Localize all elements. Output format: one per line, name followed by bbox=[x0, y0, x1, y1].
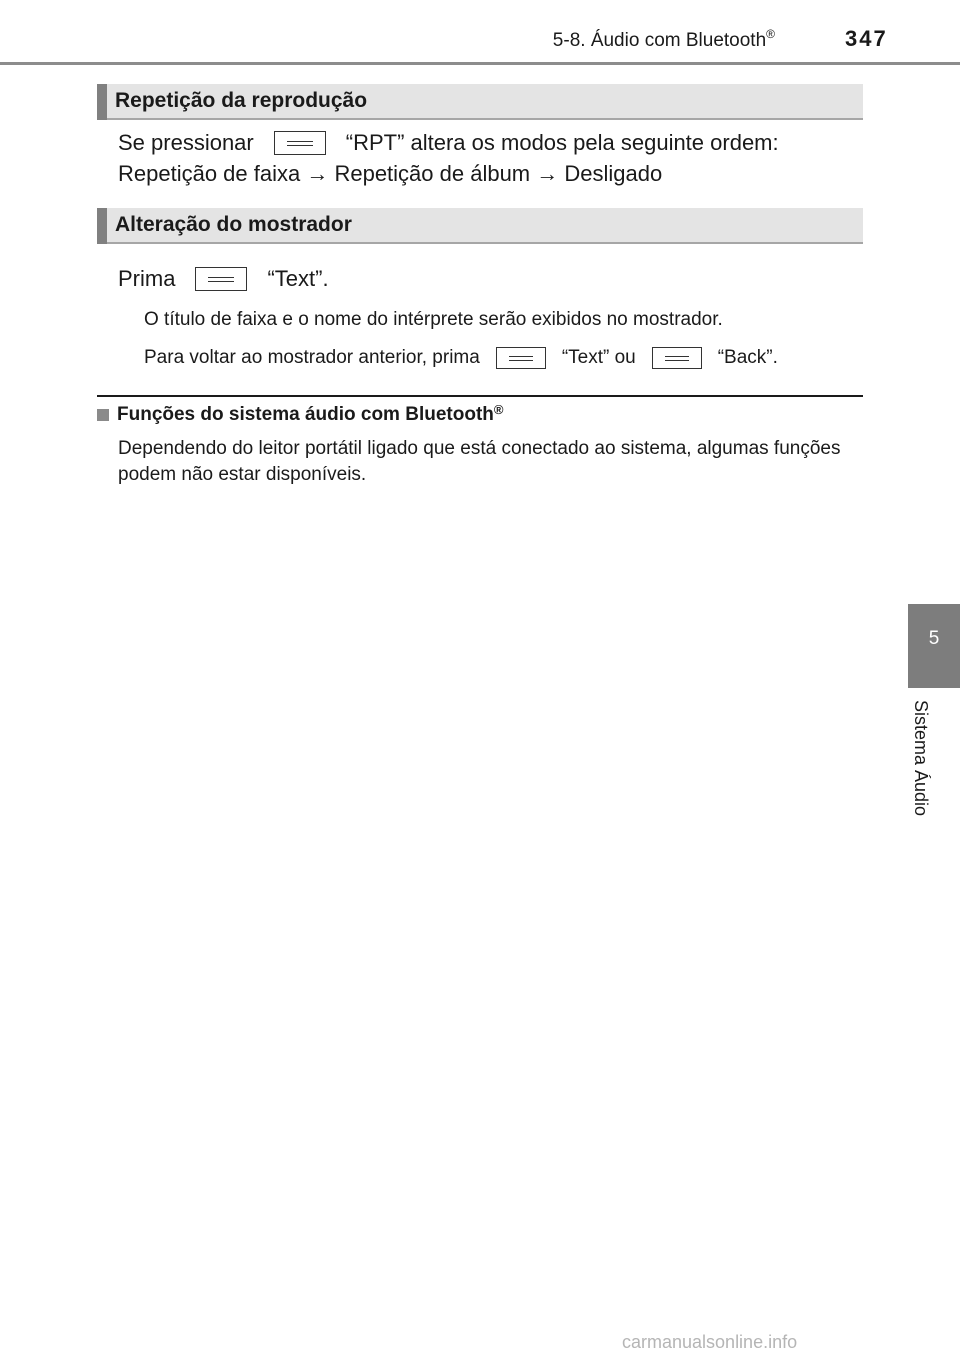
watermark: carmanualsonline.info bbox=[622, 1332, 798, 1352]
note-title: Funções do sistema áudio com Bluetooth ® bbox=[97, 404, 503, 426]
page-number: 347 bbox=[845, 26, 888, 51]
chapter-tab bbox=[908, 604, 960, 688]
softkey-button-icon bbox=[195, 267, 247, 291]
section-divider bbox=[97, 395, 863, 397]
section-title: Repetição da reprodução bbox=[115, 89, 368, 112]
display-instruction: Prima “Text”. bbox=[118, 266, 329, 291]
section-header-display bbox=[97, 208, 863, 244]
repeat-modes-order: Repetição de faixa → Repetição de álbum → Desligado bbox=[118, 161, 663, 186]
chapter-number: 5 bbox=[928, 628, 940, 649]
softkey-button-icon bbox=[496, 347, 546, 369]
section-header-repeat bbox=[97, 84, 863, 120]
header-section-title: 5-8. Áudio com Bluetooth® bbox=[552, 27, 775, 51]
chapter-label-text: Sistema Áudio bbox=[911, 700, 931, 817]
repeat-instruction: Se pressionar “RPT” altera os modos pela seguinte ordem: bbox=[118, 130, 779, 155]
display-note-1: O título de faixa e o nome do intérprete serão exibidos no mostrador. bbox=[144, 309, 723, 330]
header-rule bbox=[0, 62, 960, 65]
note-text: Dependendo do leitor portátil ligado que está conectado ao sistema, algumas funções podem não estar disponíveis. bbox=[118, 438, 841, 485]
square-bullet-icon bbox=[97, 409, 109, 421]
chapter-label bbox=[910, 700, 944, 840]
softkey-button-icon bbox=[652, 347, 702, 369]
softkey-button-icon bbox=[274, 131, 326, 155]
display-note-2: Para voltar ao mostrador anterior, prima “Text” ou “Back”. bbox=[144, 347, 778, 368]
section-title: Alteração do mostrador bbox=[115, 213, 352, 236]
